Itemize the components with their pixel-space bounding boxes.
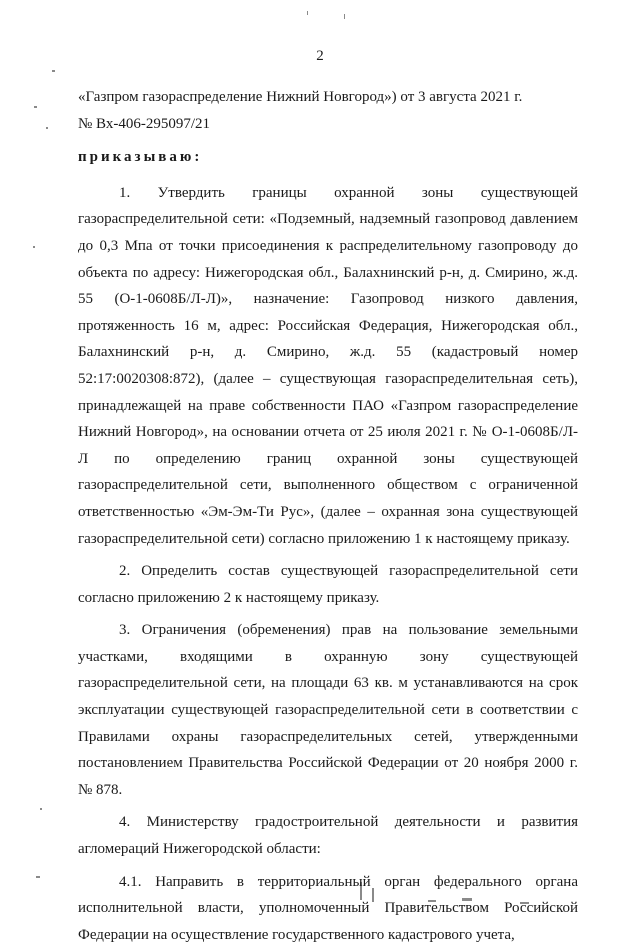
scan-mark — [307, 11, 308, 15]
scan-mark — [46, 127, 48, 129]
paragraph-3: 3. Ограничения (обременения) прав на пользование земельными участками, входящими в охранную зону существующей газораспределительной сети, на площади 63 кв. м устанавливаются на срок эксплуатации существующей газораспределительной сети в соответствии с Правилами охраны газораспределительных сетей, утвержденными постановлением Правительства Российской Федерации от 20 ноября 2000 г. № 878. — [78, 622, 578, 798]
paragraph-1: 1. Утвердить границы охранной зоны существующей газораспределительной сети: «Подземный, надземный газопровод давлением до 0,3 Мпа от точки присоединения к распределительному газопроводу до объекта по адресу: Нижегородская обл., Балахнинский р-н, д. Смирино, ж.д. 55 (О-1-0608Б/Л-Л)», назначение: Газопровод низкого давления, протяженность 16 м, адрес: Российская Федерация, Нижегородская обл., Балахнинский р-н, д. Смирино, ж.д. 55 (кадастровый номер 52:17:0020308:872), (далее – существующая газораспределительная сеть), принадлежащей на праве собственности ПАО «Газпром газораспределение Нижний Новгород», на основании отчета от 25 июля 2021 г. № О-1-0608Б/Л-Л по определению границ охранной зоны существующей газораспределительной сети, выполненного обществом с ограниченной ответственностью «Эм-Эм-Ти Рус», (далее – охранная зона существующей газораспределительной сети) согласно приложению 1 к настоящему приказу. — [78, 184, 578, 547]
paragraph-4-1: 4.1. Направить в территориальный орган федерального органа исполнительной власти, уполномоченный Правительством Российской Федерации на осуществление государственного кадастрового учета, — [78, 873, 578, 943]
paragraph-2: 2. Определить состав существующей газораспределительной сети согласно приложению 2 к настоящему приказу. — [78, 563, 578, 606]
paragraph-4: 4. Министерству градостроительной деятельности и развития агломераций Нижегородской области: — [78, 814, 578, 858]
document-body — [78, 84, 578, 948]
order-heading: приказываю: — [78, 149, 203, 166]
scan-mark — [33, 246, 35, 248]
scan-mark — [344, 14, 345, 19]
intro-line: № Вх-406-295097/21 — [78, 115, 211, 132]
scan-mark — [34, 106, 37, 108]
page-number: 2 — [316, 48, 324, 64]
intro-line: «Газпром газораспределение Нижний Новгород») от 3 августа 2021 г. — [78, 89, 523, 105]
scan-mark — [36, 876, 40, 878]
scan-mark — [52, 70, 55, 72]
scan-mark — [40, 808, 42, 810]
